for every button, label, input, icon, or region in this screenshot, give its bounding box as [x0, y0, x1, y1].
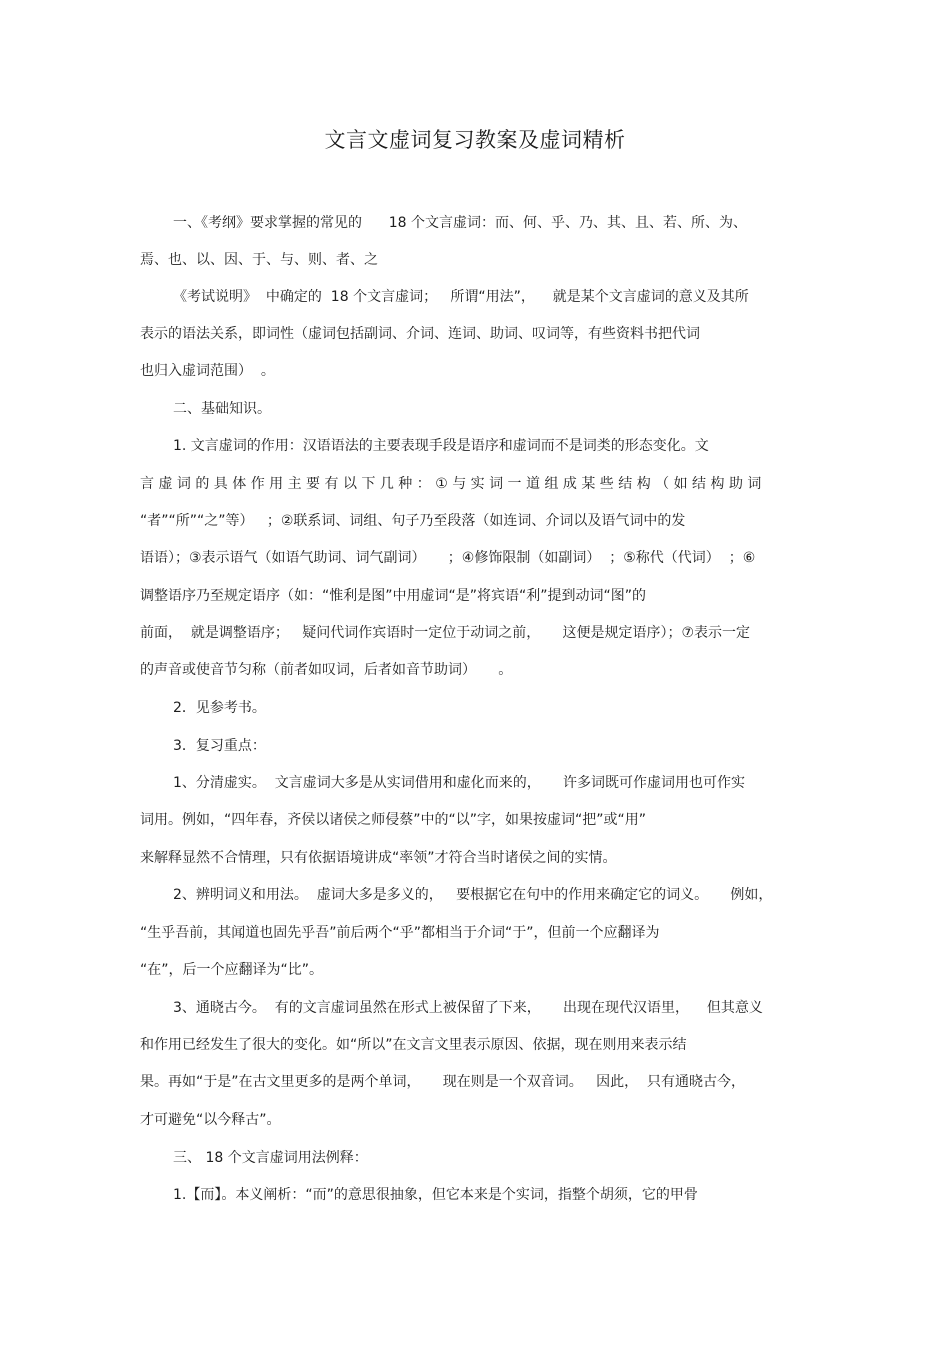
section-heading: 二、基础知识。 — [173, 401, 271, 417]
para-line: 表示的语法关系，即词性（虚词包括副词、介词、连词、助词、叹词等，有些资料书把代词 — [140, 326, 700, 342]
para-line: 词用。例如，“四年春，齐侯以诸侯之师侵蔡”中的“以”字，如果按虚词“把”或“用” — [140, 812, 647, 828]
para-line: “在”，后一个应翻译为“比”。 — [140, 962, 324, 978]
para-line: 焉、也、以、因、于、与、则、者、之 — [140, 252, 378, 268]
para-line: “生乎吾前，其闻道也固先乎吾”前后两个“乎”都相当于介词“于”，但前一个应翻译为 — [140, 925, 660, 941]
section-heading: 三、 18 个文言虚词用法例释： — [173, 1150, 368, 1166]
para-line: 来解释显然不合情理，只有依据语境讲成“率领”才符合当时诸侯之间的实情。 — [140, 850, 617, 866]
para-line: 2．见参考书。 — [173, 700, 266, 716]
para-line: 果。再如“于是”在古文里更多的是两个单词， 现在则是一个双音词。 因此， 只有通晓古今， — [140, 1074, 746, 1090]
para-line: 3、通晓古今。 有的文言虚词虽然在形式上被保留了下来， 出现在现代汉语里， 但其意义 — [173, 1000, 763, 1016]
para-line: 2、辨明词义和用法。 虚词大多是多义的， 要根据它在句中的作用来确定它的词义。 例如， — [173, 887, 773, 903]
para-line: 的声音或使音节匀称（前者如叹词，后者如音节助词） 。 — [140, 662, 513, 678]
para-line: 3．复习重点： — [173, 738, 266, 754]
para-line: 1. 文言虚词的作用：汉语语法的主要表现手段是语序和虚词而不是词类的形态变化。文 — [173, 438, 709, 454]
para-line: 调整语序乃至规定语序（如：“惟利是图”中用虚词“是”将宾语“利”提到动词“图”的 — [140, 588, 647, 604]
document-title: 文言文虚词复习教案及虚词精析 — [324, 128, 626, 152]
para-line: 1、分清虚实。 文言虚词大多是从实词借用和虚化而来的， 许多词既可作虚词用也可作实 — [173, 775, 746, 791]
para-line: 《考试说明》 中确定的 18 个文言虚词； 所谓“用法”， 就是某个文言虚词的意义及其所 — [173, 289, 749, 305]
para-line: 才可避免“以今释古”。 — [140, 1112, 281, 1128]
para-line: 言 虚 词 的 具 体 作 用 主 要 有 以 下 几 种 ： ① 与 实 词 一 道 组 成 某 些 结 构 （ 如 结 构 助 词 — [140, 476, 762, 492]
para-line: 和作用已经发生了很大的变化。如“所以”在文言文里表示原因、依据，现在则用来表示结 — [140, 1037, 687, 1053]
para-line: 一、《考纲》要求掌握的常见的 18 个文言虚词：而、何、乎、乃、其、且、若、所、为、 — [173, 215, 747, 231]
para-line: 语语）；③表示语气（如语气助词、词气副词） ；④修饰限制（如副词） ；⑤称代（代词） ；⑥ — [140, 550, 756, 566]
para-line: 前面， 就是调整语序； 疑问代词作宾语时一定位于动词之前， 这便是规定语序）；⑦表示一定 — [140, 625, 751, 641]
para-line: “者”“所”“之”等） ；②联系词、词组、句子乃至段落（如连词、介词以及语气词中的发 — [140, 513, 686, 529]
para-line: 1.【而】。本义阐析：“而”的意思很抽象，但它本来是个实词，指整个胡须，它的甲骨 — [173, 1187, 698, 1203]
para-line: 也归入虚词范围） 。 — [140, 363, 275, 379]
